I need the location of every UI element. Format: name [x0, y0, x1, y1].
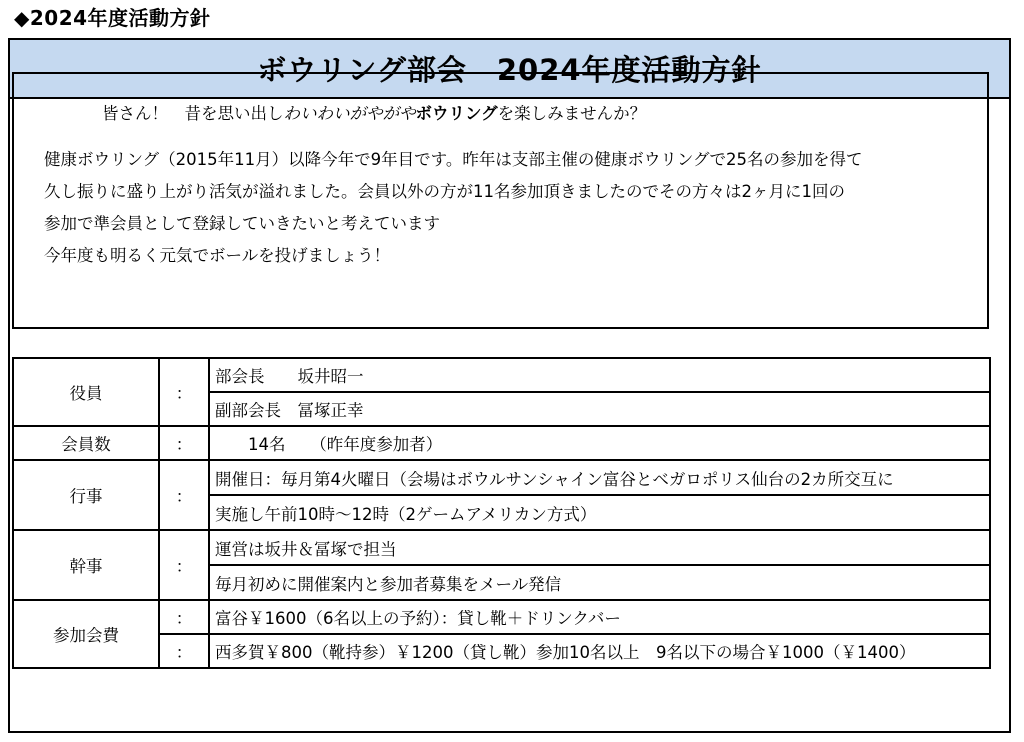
row-colon: ：: [159, 530, 209, 600]
row-colon: ：: [159, 460, 209, 530]
row-label-officers: 役員: [13, 358, 159, 426]
info-table: [12, 357, 991, 669]
intro-paragraph: [44, 144, 987, 272]
cell-value: 部会長 坂井昭一: [209, 358, 990, 392]
cell-value: 毎月初めに開催案内と参加者募集をメール発信: [209, 565, 990, 600]
table-row: [13, 600, 990, 634]
cell-value: 西多賀￥800（靴持参）￥1200（貸し靴）参加10名以上 9名以下の場合￥1000（￥1400）: [209, 634, 990, 668]
table-row: [13, 358, 990, 392]
row-colon: ：: [159, 634, 209, 668]
greeting-italic: わいわいがやがや: [283, 104, 416, 123]
intro-line: 参加で準会員として登録していきたいと考えています: [44, 214, 440, 233]
table-row: [13, 460, 990, 495]
greeting-prefix: 皆さん！ 昔を思い出し: [102, 104, 284, 123]
table-row: [13, 530, 990, 565]
row-colon: ：: [159, 426, 209, 460]
intro-box: [12, 72, 989, 329]
cell-value: 14名 （昨年度参加者）: [209, 426, 990, 460]
table-row: [13, 426, 990, 460]
intro-line: 今年度も明るく元気でボールを投げましょう！: [44, 246, 391, 265]
row-label-organizers: 幹事: [13, 530, 159, 600]
row-colon: ：: [159, 600, 209, 634]
greeting-suffix: を楽しみませんか？: [497, 104, 647, 123]
row-label-events: 行事: [13, 460, 159, 530]
greeting-bold: ボウリング: [415, 104, 498, 123]
cell-value: 開催日：毎月第4火曜日（会場はボウルサンシャイン富谷とベガロポリス仙台の2カ所交互に: [209, 460, 990, 495]
page-title: ボウリング部会 2024年度活動方針: [10, 40, 1009, 99]
cell-value: 実施し午前10時～12時（2ゲームアメリカン方式）: [209, 495, 990, 530]
cell-value: 副部会長 冨塚正幸: [209, 392, 990, 426]
greeting-line: [102, 98, 987, 130]
row-label-fees: 参加会費: [13, 600, 159, 668]
cell-value: 富谷￥1600（6名以上の予約）：貸し靴＋ドリンクバー: [209, 600, 990, 634]
table-row: [13, 634, 990, 668]
intro-line: 健康ボウリング（2015年11月）以降今年で9年目です。昨年は支部主催の健康ボウリングで25名の参加を得て: [44, 150, 863, 169]
row-colon: ：: [159, 358, 209, 426]
section-heading: ◆2024年度活動方針: [14, 6, 211, 30]
cell-value: 運営は坂井＆冨塚で担当: [209, 530, 990, 565]
row-label-members: 会員数: [13, 426, 159, 460]
intro-line: 久し振りに盛り上がり活気が溢れました。会員以外の方が11名参加頂きましたのでその方々は2ヶ月に1回の: [44, 182, 845, 201]
